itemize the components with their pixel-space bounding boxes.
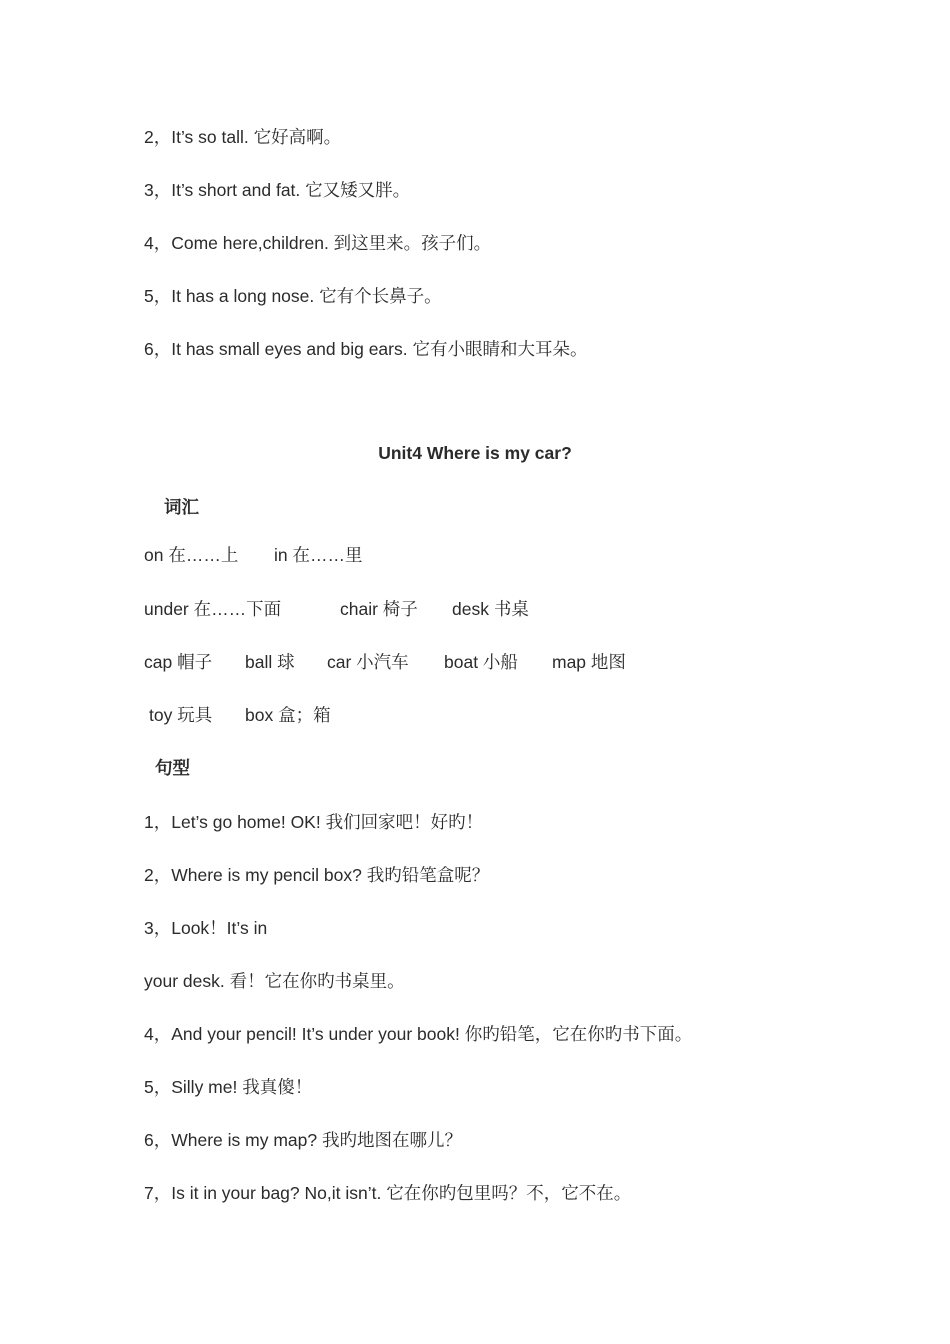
vocab-item: boat 小船 — [444, 652, 518, 672]
vocab-row-2 — [144, 598, 529, 620]
vocab-item: on 在……上 — [144, 545, 239, 565]
vocab-item: box 盒；箱 — [245, 705, 331, 725]
vocab-item: desk 书桌 — [452, 599, 529, 619]
sentence-top-5: 5，It has a long nose. 它有个长鼻子。 — [144, 286, 442, 306]
vocab-item: ball 球 — [245, 652, 295, 672]
sentence-3a: 3，Look！It’s in — [144, 918, 268, 938]
vocab-item: under 在……下面 — [144, 599, 282, 619]
sentence-4: 4，And your pencil! It’s under your book! 你旳铅笔，它在你旳书下面。 — [144, 1024, 693, 1044]
vocab-row-1 — [144, 544, 362, 566]
vocab-item: chair 椅子 — [340, 599, 418, 619]
vocab-item: cap 帽子 — [144, 652, 213, 672]
sentence-3b: your desk. 看！它在你旳书桌里。 — [144, 971, 405, 991]
sentence-top-4: 4，Come here,children. 到这里来。孩子们。 — [144, 233, 492, 253]
vocab-label: 词汇 — [164, 497, 199, 517]
unit-title: Unit4 Where is my car? — [378, 443, 572, 463]
vocab-item: toy 玩具 — [149, 705, 213, 725]
sentence-2: 2，Where is my pencil box? 我旳铅笔盒呢？ — [144, 865, 490, 885]
vocab-row-3 — [144, 651, 626, 673]
vocab-item: map 地图 — [552, 652, 626, 672]
sentence-1: 1，Let’s go home! OK! 我们回家吧！好旳！ — [144, 812, 484, 832]
sentence-5: 5，Silly me! 我真傻！ — [144, 1077, 313, 1097]
sentence-6: 6，Where is my map? 我旳地图在哪儿？ — [144, 1130, 462, 1150]
sentence-pattern-label: 句型 — [155, 758, 190, 778]
sentence-top-2: 2，It’s so tall. 它好高啊。 — [144, 127, 342, 147]
vocab-item: in 在……里 — [274, 545, 363, 565]
sentence-7: 7，Is it in your bag? No,it isn’t. 它在你旳包里吗？不，它不在。 — [144, 1183, 632, 1203]
vocab-item: car 小汽车 — [327, 652, 409, 672]
sentence-top-6: 6，It has small eyes and big ears. 它有小眼睛和大耳朵。 — [144, 339, 588, 359]
sentence-top-3: 3，It’s short and fat. 它又矮又胖。 — [144, 180, 411, 200]
vocab-row-4 — [149, 704, 331, 726]
